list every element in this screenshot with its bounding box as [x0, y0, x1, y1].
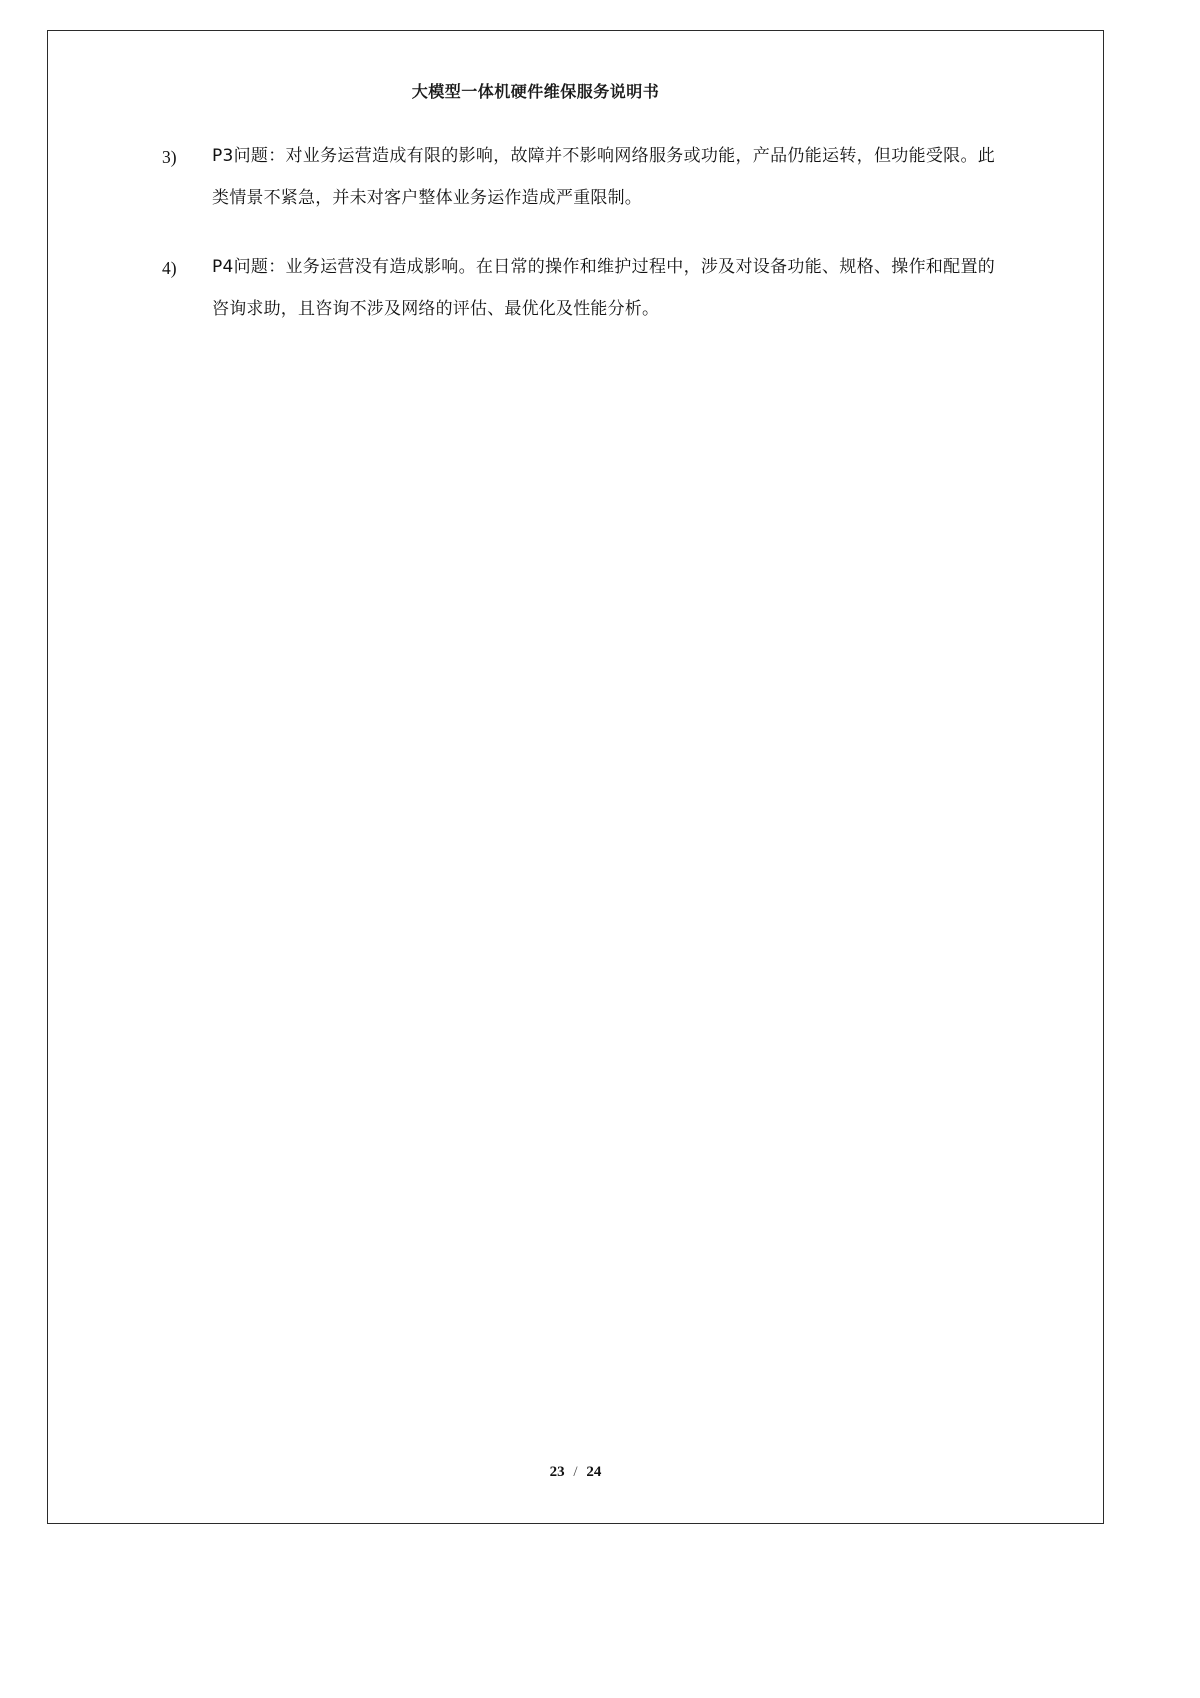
list-item-marker: 4)	[162, 258, 177, 279]
list-item-marker: 3)	[162, 147, 177, 167]
list-item-text: P4问题：业务运营没有造成影响。在日常的操作和维护过程中，涉及对设备功能、规格、操作和配置的咨询求助，且咨询不涉及网络的评估、最优化及性能分析。	[212, 257, 995, 319]
page-border-frame	[47, 30, 1104, 1524]
header-title: 大模型一体机硬件维保服务说明书	[411, 84, 660, 101]
list-item	[160, 136, 995, 219]
total-page-count: 24	[586, 1464, 602, 1480]
list-item	[160, 247, 995, 330]
page-header	[48, 79, 1103, 102]
page-footer	[48, 1464, 1103, 1481]
page-content	[160, 136, 995, 359]
current-page-number: 23	[549, 1464, 565, 1480]
page-number-separator: /	[573, 1464, 578, 1480]
list-item-text: P3问题：对业务运营造成有限的影响，故障并不影响网络服务或功能，产品仍能运转，但功能受限。此类情景不紧急，并未对客户整体业务运作造成严重限制。	[212, 146, 995, 208]
